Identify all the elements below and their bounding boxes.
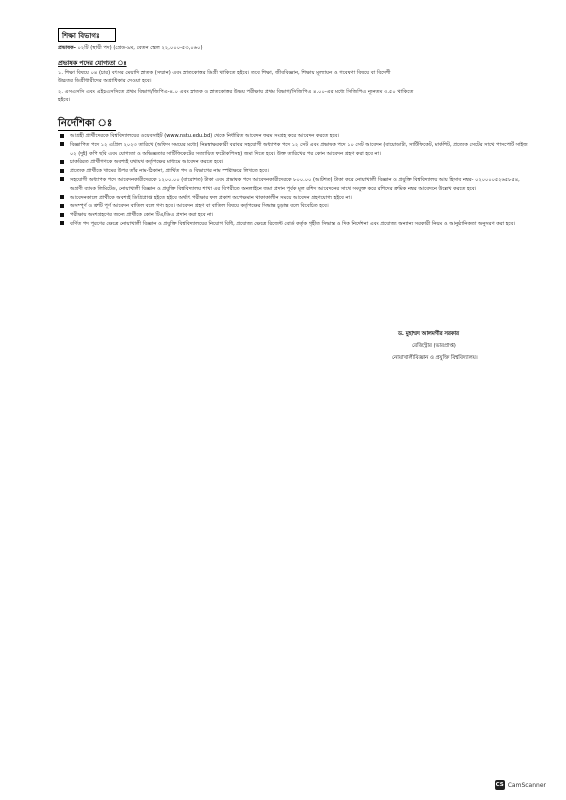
instructions-list <box>60 132 530 229</box>
qualification-line-2: উচ্চতর ডিগ্রীধারীদের অগ্রাধিকার দেওয়া হবে। <box>58 78 152 84</box>
instruction-item: বর্ণিত পদ পূরণের ক্ষেত্রে নোয়াখালী বিজ্ঞান ও প্রযুক্তি বিশ্ববিদ্যালয়ের নিয়োগ বিধি, প্রযোজ্য ক্ষেত্রে রিজেন্ট বোর্ড কর্তৃক গৃহীত সিদ্ধান্ত ও দিক নির্দেশনা এবং প্রযোজ্য অন্যান্য সরকারী নিয়ম ও আনুষ্ঠানিকতা অনুসরণ করা হবে। <box>60 220 530 229</box>
qualification-heading: প্রভাষক পদের যোগ্যতা ঃ <box>58 60 127 67</box>
bullet-icon <box>60 204 64 208</box>
camscanner-label: CamScanner <box>507 781 546 789</box>
camscanner-logo-icon: CS <box>495 782 504 788</box>
instruction-item: আবেদনকালে প্রার্থীকে অবশ্যই ডিগ্রিপ্রাপ্ত হইতে হইবে অর্থাৎ পরীক্ষার ফল প্রকাশ অপেক্ষমান থাকাকালীন সময়ে আবেদন গ্রহণযোগ্য হইবে না। <box>60 194 530 203</box>
bullet-icon <box>60 177 64 181</box>
signatory-name: ড. মুহাম্মদ আলমগীর সরকার <box>398 331 459 337</box>
instruction-item: পরীক্ষায় অংশগ্রহণের জন্যে প্রার্থীকে কোন টিএ/ডিএ প্রদান করা হবে না। <box>60 211 530 220</box>
bullet-icon <box>60 169 64 173</box>
bullet-icon <box>60 221 64 225</box>
instruction-item: অসম্পূর্ণ ও ত্রুটি পূর্ণ আবেদন বাতিল বলে গণ্য হবে। আবেদন গ্রহণ বা বাতিল বিষয়ে কর্তৃপক্ষের সিদ্ধান্ত চূড়ান্ত বলে বিবেচিত হবে। <box>60 202 530 211</box>
post-title: প্রভাষক- <box>58 45 76 51</box>
instruction-item: বিজ্ঞাপিত পদে ১২ এপ্রিল ২০২৩ তারিখে (অফিস সময়ের মধ্যে) নিম্নস্বাক্ষরকারী বরাবর সহযোগী অধ্যাপক পদে ১২ সেট এবং প্রভাষক পদে ১০ সেট আবেদন (বায়োডাটা, সার্টিফিকেট, মার্কশিট, প্রত্যেক সেটের সাথে পাসপোর্ট সাইজ ০২ (দুই) কপি ছবি এবং যোগ্যতা ও অভিজ্ঞতার সার্টিফিকেটের সত্যায়িত ফটোকপিসহ) জমা দিতে হবে। উক্ত তারিখের পর কোন আবেদন গ্রহণ করা হবে না। <box>60 141 530 159</box>
camscanner-watermark <box>495 780 546 790</box>
bullet-icon <box>60 142 64 146</box>
qualification-line-4: হইবে। <box>58 97 71 103</box>
bullet-icon <box>60 134 64 138</box>
instruction-item: আগ্রহী প্রার্থীদেরকে বিশ্ববিদ্যালয়ের ওয়েবসাইট (www.nstu.edu.bd) থেকে নির্ধারিত আবেদন ফরম সংগ্রহ করে আবেদন করতে হবে। <box>60 132 530 141</box>
department-label: শিক্ষা বিভাগঃ <box>58 28 116 42</box>
bullet-icon <box>60 160 64 164</box>
instruction-item: চাকরিরত প্রার্থীগণকে অবশ্যই যথাযথ কর্তৃপক্ষের মাধ্যমে আবেদন করতে হবে। <box>60 158 530 167</box>
qualification-line-3: ২. এসএসসি এবং এইচএসসিতে প্রথম বিভাগ/জিপিএ-৪.০ এবং স্নাতক ও স্নাতকোত্তর উভয় পরীক্ষায় প্রথম বিভাগ/সিজিপিএ ৪.০০-এর মধ্যে সিজিপিএ ন্যূনতম ৩.৫০ থাকিতে <box>58 89 414 95</box>
signatory-organization: নোয়াখালীবিজ্ঞান ও প্রযুক্তি বিশ্ববিদ্যালয়। <box>392 355 478 361</box>
post-line <box>58 44 202 52</box>
bullet-icon <box>60 213 64 217</box>
instruction-item: সহযোগী অধ্যাপক পদে আবেদনকারীদেরকে ১২০০.০০ (বারোশত) টাকা এবং প্রভাষক পদে আবেদনকারীদেরকে ৮০০.০০ (আটশত) টাকা করে নোয়াখালী বিজ্ঞান ও প্রযুক্তি বিশ্ববিদ্যালয় আয় হিসাব নম্বর- ০২০০০০৫২৬৫৮৫৪, অগ্রণী ব্যাংক লিমিটেড, নোয়াখালী বিজ্ঞান ও প্রযুক্তি বিশ্ববিদ্যালয় শাখা এর বিপরীতে অনলাইনে জমা প্রদান পূর্বক মূল রশিদ আবেদনের সাথে সংযুক্ত করে রশিদের ক্রমিক নম্বর আবেদনে উল্লেখ করতে হবে। <box>60 176 530 194</box>
instructions-heading: নির্দেশিকা ঃ <box>58 117 116 131</box>
instruction-item: প্রত্যেক প্রার্থীকে খামের উপর তাঁর নাম-ঠিকানা, প্রার্থিত পদ ও বিভাগের নাম স্পষ্টাক্ষরে লিখতে হবে। <box>60 167 530 176</box>
post-details: ০২টি (স্থায়ী পদ) (গ্রেড-৯ম, বেতন স্কেল ২২,০০০-৫৩,০৬০) <box>75 45 203 51</box>
signatory-title: রেজিস্ট্রার (ভারপ্রাপ্ত) <box>412 343 456 349</box>
bullet-icon <box>60 195 64 199</box>
qualification-line-1: ১. শিক্ষা বিষয়ে ০৪ (চার) বৎসর মেয়াদি স্নাতক (সম্মান) এবং স্নাতকোত্তর ডিগ্রী থাকিতে হইবে। তবে শিক্ষা, জীববিজ্ঞান, শিক্ষায় মূল্যায়ন ও গবেষণা বিষয়ে বা বিদেশী <box>58 70 391 76</box>
